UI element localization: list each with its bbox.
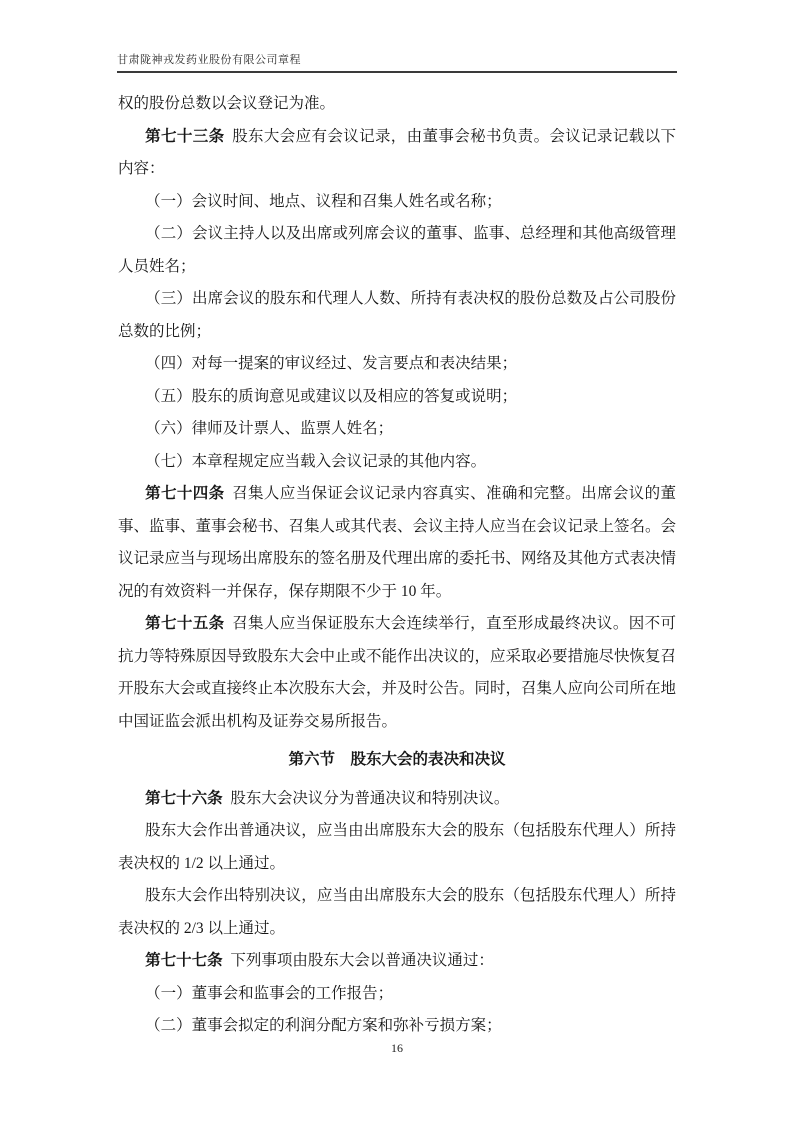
paragraph: （四）对每一提案的审议经过、发言要点和表决结果；	[145, 355, 518, 372]
paragraph: 权的股份总数以会议登记为准。	[118, 95, 336, 112]
article-paragraph: 第七十五条 召集人应当保证股东大会连续举行，直至形成最终决议。因不可抗力等特殊原因导致股东大会中止或不能作出决议的，应采取必要措施尽快恢复召开股东大会或直接终止本次股东大会，并及时公告。同时，召集人应向公司所在地中国证监会派出机构及证券交易所报告。	[118, 615, 677, 730]
paragraph: （七）本章程规定应当载入会议记录的其他内容。	[145, 452, 487, 470]
article-paragraph: 第七十七条 下列事项由股东大会以普通决议通过：	[145, 952, 494, 969]
article-paragraph: 第七十四条 召集人应当保证会议记录内容真实、准确和完整。出席会议的董事、监事、董事会秘书、召集人或其代表、会议主持人应当在会议记录上签名。会议记录应当与现场出席股东的签名册及代理出席的委托书、网络及其他方式表决情况的有效资料一并保存，保存期限不少于 10 年。	[118, 485, 677, 600]
paragraph: （六）律师及计票人、监票人姓名；	[145, 420, 394, 437]
paragraph: （三）出席会议的股东和代理人人数、所持有表决权的股份总数及占公司股份总数的比例；	[118, 290, 676, 340]
article-number: 第七十五条	[145, 615, 225, 632]
header-title: 甘肃陇神戎发药业股份有限公司章程	[117, 54, 301, 66]
article-number: 第七十六条	[145, 789, 223, 807]
page-header	[117, 50, 677, 73]
paragraph: （二）会议主持人以及出席或列席会议的董事、监事、总经理和其他高级管理人员姓名；	[118, 225, 676, 275]
document-body	[118, 88, 676, 1043]
page-footer	[0, 1039, 794, 1057]
paragraph: 股东大会作出普通决议，应当由出席股东大会的股东（包括股东代理人）所持表决权的 1/2 以上通过。	[118, 822, 676, 872]
paragraph: （一）会议时间、地点、议程和召集人姓名或名称；	[145, 192, 502, 210]
article-paragraph: 第七十三条 股东大会应有会议记录，由董事会秘书负责。会议记录记载以下内容：	[118, 127, 676, 177]
paragraph: （二）董事会拟定的利润分配方案和弥补亏损方案；	[145, 1017, 502, 1034]
page-number: 16	[391, 1041, 403, 1055]
article-number: 第七十三条	[145, 127, 225, 145]
section-heading: 第六节 股东大会的表决和决议	[288, 751, 506, 768]
article-paragraph: 第七十六条 股东大会决议分为普通决议和特别决议。	[145, 789, 510, 807]
paragraph: 股东大会作出特别决议，应当由出席股东大会的股东（包括股东代理人）所持表决权的 2/3 以上通过。	[118, 887, 676, 937]
article-number: 第七十四条	[145, 485, 225, 502]
paragraph: （五）股东的质询意见或建议以及相应的答复或说明；	[145, 387, 518, 405]
article-number: 第七十七条	[145, 952, 223, 969]
paragraph: （一）董事会和监事会的工作报告；	[145, 984, 394, 1002]
